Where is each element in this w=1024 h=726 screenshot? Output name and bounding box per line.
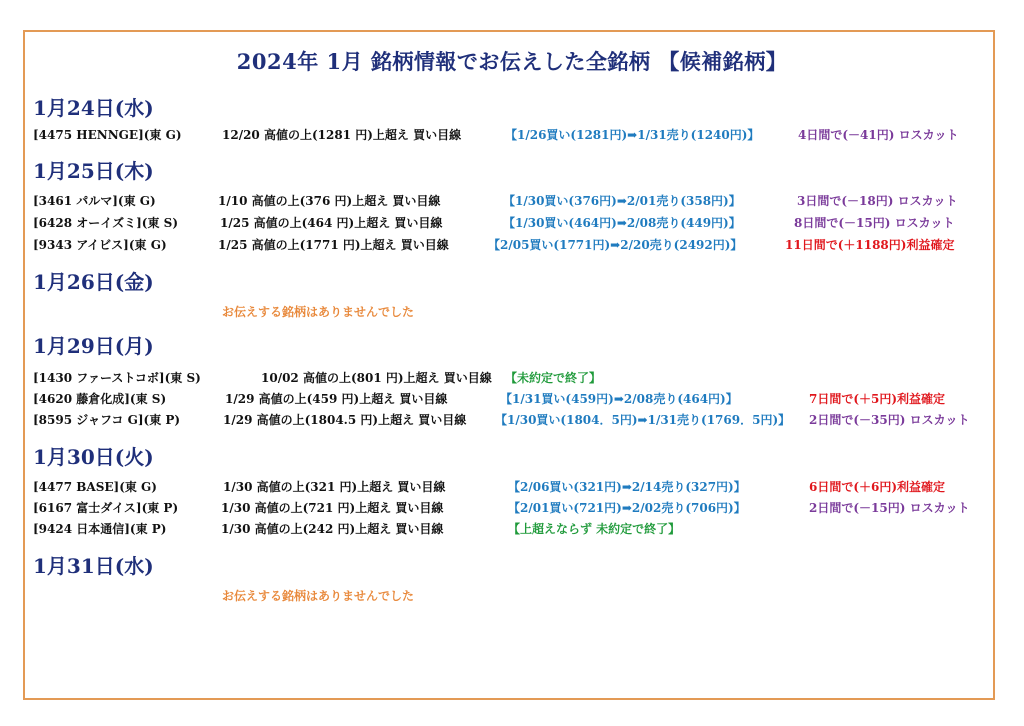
condition: 10/02 高値の上(801 円)上超え 買い目線 — [261, 371, 492, 385]
date-heading: 1月25日(木) — [33, 159, 154, 183]
stock-code: [9343 アイビス](東 G) — [33, 238, 167, 252]
date-heading: 1月29日(月) — [33, 334, 154, 358]
condition: 1/25 高値の上(464 円)上超え 買い目線 — [220, 216, 443, 230]
trade-detail: 【1/30買い(464円)➡2/08売り(449円)】 — [503, 216, 741, 230]
trade-detail: 【2/05買い(1771円)➡2/20売り(2492円)】 — [488, 238, 743, 252]
stock-code: [6428 オーイズミ](東 S) — [33, 216, 179, 230]
condition: 1/29 高値の上(459 円)上超え 買い目線 — [225, 392, 448, 406]
result: 4日間で(－41円) ロスカット — [798, 128, 959, 142]
result: 8日間で(－15円) ロスカット — [794, 216, 955, 230]
condition: 1/30 高値の上(721 円)上超え 買い目線 — [221, 501, 444, 515]
result: 2日間で(－35円) ロスカット — [809, 413, 970, 427]
condition: 1/10 高値の上(376 円)上超え 買い目線 — [218, 194, 441, 208]
condition: 1/29 高値の上(1804.5 円)上超え 買い目線 — [223, 413, 467, 427]
date-heading: 1月26日(金) — [33, 270, 154, 294]
trade-detail: 【1/31買い(459円)➡2/08売り(464円)】 — [500, 392, 738, 406]
trade-detail: 【1/30買い(1804．5円)➡1/31売り(1769．5円)】 — [495, 413, 791, 427]
stock-code: [8595 ジャフコ G](東 P) — [33, 413, 181, 427]
stock-code: [3461 パルマ](東 G) — [33, 194, 156, 208]
stock-code: [9424 日本通信](東 P) — [33, 522, 167, 536]
result: 11日間で(＋1188円)利益確定 — [785, 238, 955, 252]
result: 2日間で(－15円) ロスカット — [809, 501, 970, 515]
stock-code: [4475 HENNGE](東 G) — [33, 128, 182, 142]
trade-detail: 【1/26買い(1281円)➡1/31売り(1240円)】 — [505, 128, 760, 142]
trade-detail: 【1/30買い(376円)➡2/01売り(358円)】 — [503, 194, 741, 208]
condition: 1/30 高値の上(321 円)上超え 買い目線 — [223, 480, 446, 494]
stock-code: [4620 藤倉化成](東 S) — [33, 392, 167, 406]
condition: 12/20 高値の上(1281 円)上超え 買い目線 — [222, 128, 462, 142]
trade-detail: 【上超えならず 未約定で終了】 — [508, 522, 681, 536]
page-title: 2024年 1月 銘柄情報でお伝えした全銘柄 【候補銘柄】 — [236, 49, 788, 74]
result: 3日間で(－18円) ロスカット — [797, 194, 958, 208]
stock-code: [4477 BASE](東 G) — [33, 480, 157, 494]
trade-detail: 【未約定で終了】 — [505, 371, 602, 385]
no-stock-message: お伝えする銘柄はありませんでした — [222, 589, 415, 603]
date-heading: 1月31日(水) — [33, 554, 154, 578]
stock-code: [6167 富士ダイス](東 P) — [33, 501, 179, 515]
trade-detail: 【2/06買い(321円)➡2/14売り(327円)】 — [508, 480, 746, 494]
condition: 1/25 高値の上(1771 円)上超え 買い目線 — [218, 238, 449, 252]
stock-code: [1430 ファーストコボ](東 S) — [33, 371, 201, 385]
no-stock-message: お伝えする銘柄はありませんでした — [222, 305, 415, 319]
condition: 1/30 高値の上(242 円)上超え 買い目線 — [221, 522, 444, 536]
date-heading: 1月24日(水) — [33, 96, 154, 120]
result: 6日間で(＋6円)利益確定 — [809, 480, 946, 494]
date-heading: 1月30日(火) — [33, 445, 154, 469]
trade-detail: 【2/01買い(721円)➡2/02売り(706円)】 — [508, 501, 746, 515]
result: 7日間で(＋5円)利益確定 — [809, 392, 946, 406]
